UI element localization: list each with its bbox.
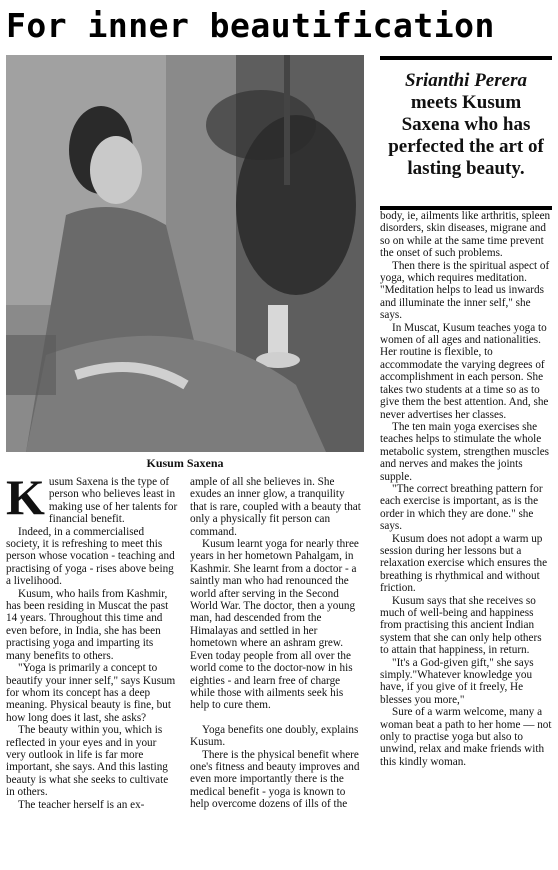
standfirst-text: meets Kusum Saxena who has perfected the art of lasting beauty. (388, 92, 544, 179)
paragraph: ample of all she believes in. She exudes an inner glow, a tranquility that is rare, coupled with a beauty that only a physically fit person can command. (190, 476, 361, 538)
portrait-image (6, 55, 364, 452)
standfirst (380, 56, 552, 210)
paragraph: "The correct breathing pattern for each exercise is important, as is the order in which they are done." she says. (380, 482, 543, 533)
paragraph: Indeed, in a commercialised society, it is refreshing to meet this person whose vocation - teaching and practising of yoga - rises above being a livelihood. (6, 525, 175, 588)
author-byline: Srianthi Perera (405, 70, 527, 91)
paragraph: There is the physical benefit where one's fitness and beauty improves and even more importantly there is the medical benefit - yoga is known to help overcome dozens of ills of the (190, 748, 360, 811)
drop-cap: K (6, 469, 45, 525)
paragraph: Kusum says that she receives so much of well-being and happiness from practising this ancient Indian system that she can only help others to attain that happiness, in return. (380, 594, 542, 657)
paragraph: Sure of a warm welcome, many a woman beat a path to her home — not only to practise yoga but also to unwind, relax and make friends with this kindly woman. (380, 706, 552, 768)
paragraph-text: usum Saxena is the type of person who believes least in making use of her talents for financial benefit. (48, 476, 178, 526)
paragraph: The ten main yoga exercises she teaches helps to stimulate the whole metabolic system, strengthen muscles and nerves and makes the joints supple. (380, 420, 550, 483)
paragraph: "It's a God-given gift," she says simply."Whatever knowledge you have, if you give of it freely, He blesses you more," (380, 656, 534, 706)
paragraph: Yoga benefits one doubly, explains Kusum. (190, 723, 359, 749)
paragraph: Kusum, who hails from Kashmir, has been residing in Muscat the past 14 years. Throughout this time and even before, in India, she has been practising yoga and imparting its many benefits to others. (6, 587, 169, 662)
paragraph: Then there is the spiritual aspect of yoga, which requires meditation. "Meditation helps to lead us inwards and illuminate the inner self," she says. (380, 259, 550, 322)
article-column-3 (380, 210, 552, 768)
paragraph: The teacher herself is an ex- (18, 798, 145, 811)
paragraph: In Muscat, Kusum teaches yoga to women of all ages and nationalities. Her routine is flexible, to accommodate the varying degrees of accomplishment in each person. She takes two students at a time so as to give them the best attention. And, she never advertises her classes. (380, 321, 549, 421)
paragraph: "Yoga is primarily a concept to beautify your inner self," says Kusum for whom its concept has a deep meaning. Physical beauty is fine, but how long does it last, she asks? (6, 662, 176, 724)
headline: For inner beautification (6, 6, 495, 45)
photo-caption: Kusum Saxena (146, 456, 224, 470)
article-column-2 (190, 476, 364, 811)
paragraph: Kusum does not adopt a warm up session during her lessons but a relaxation exercise which ensures the breathing is rhythmical and without friction. (380, 532, 548, 595)
paragraph: body, ie, ailments like arthritis, spleen disorders, skin diseases, migrane and so on while at the same time prevent the onset of such problems. (380, 210, 551, 260)
paragraph (6, 469, 178, 526)
paragraph: The beauty within you, which is reflected in your eyes and in your very outlook in life is far more important, she says. And this lasting beauty is what she seeks to cultivate in others. (6, 724, 169, 799)
article-column-1 (6, 469, 178, 811)
portrait-photo (6, 55, 364, 452)
paragraph: Kusum learnt yoga for nearly three years in her hometown Pahalgam, in Kashmir. She learnt from a doctor - a saintly man who had renounced the world after serving in the Second World War. The doctor, then a young man, had descended from the Himalayas and settled in her hometown where an ashram grew. Even today people from all over the world come to the doctor-now in his eighties - and learn free of charge while those with ailments seek his help to cure them. (190, 538, 359, 712)
